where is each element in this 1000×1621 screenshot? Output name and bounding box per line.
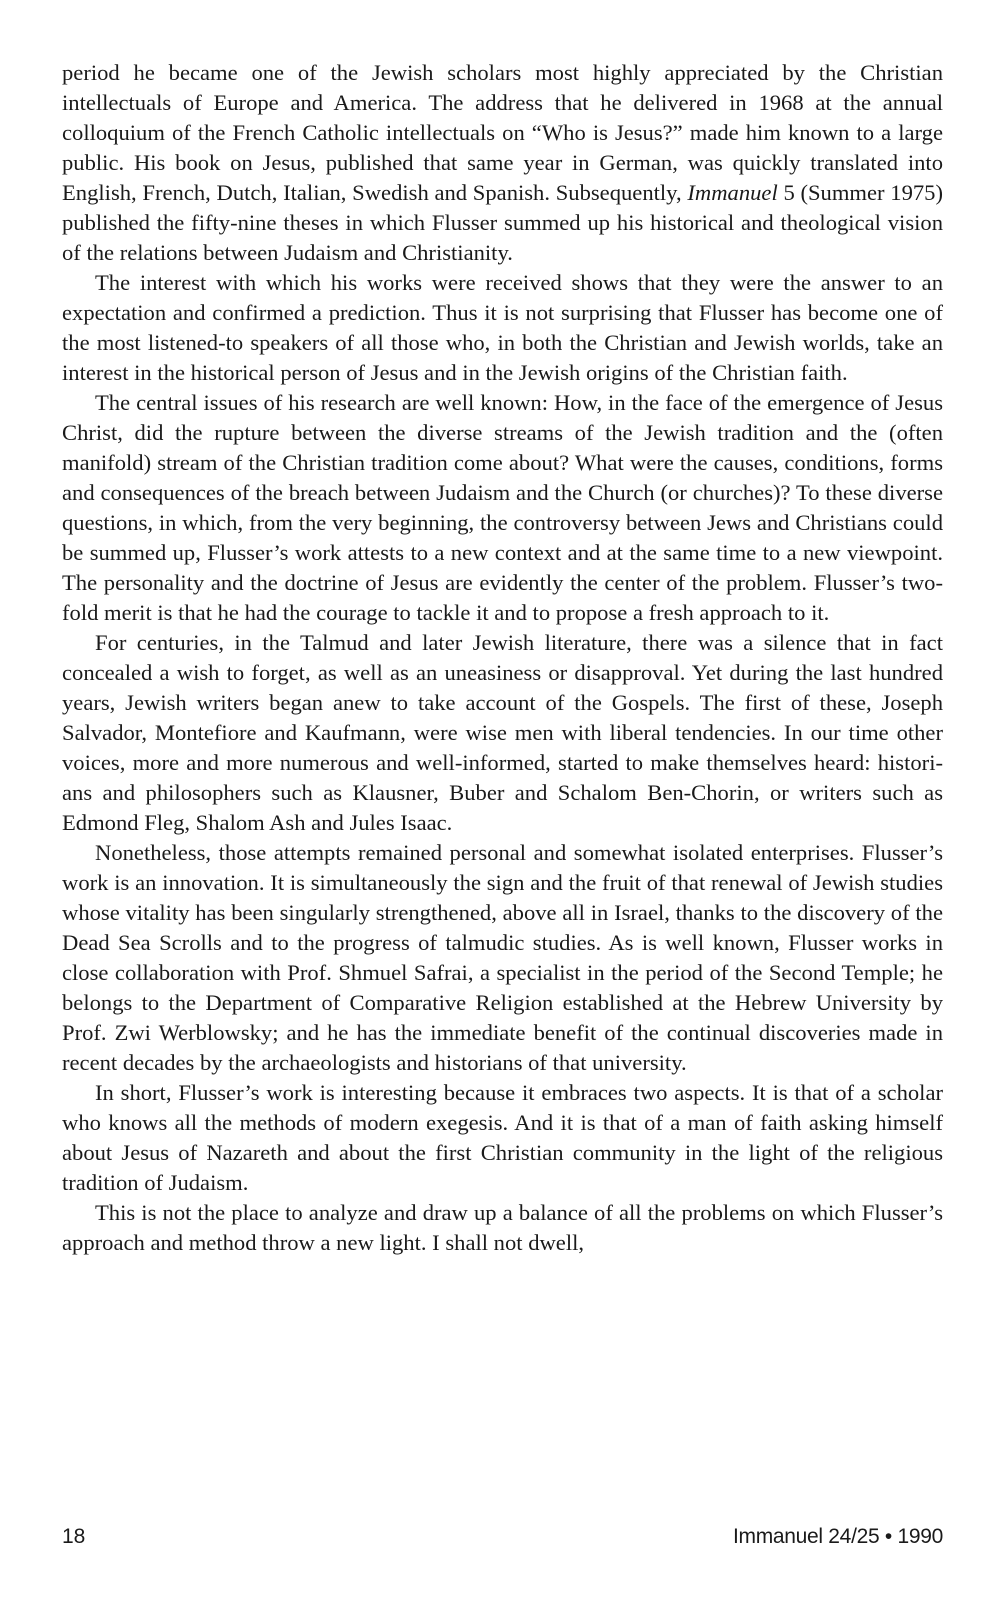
journal-citation: Immanuel 24/25 • 1990 <box>732 1525 943 1548</box>
paragraph-5: Nonetheless, those attempts remained personal and somewhat isolated enterprises. Flusser’s work is an innovation. It is simultaneously the sign and the fruit of that renewal of Jewish studies whose vitality has been singularly strengthened, above all in Israel, thanks to the discovery of the Dead Sea Scrolls and to the progress of talmudic studies. As is well known, Flusser works in close collaboration with Prof. Shmuel Safrai, a specialist in the period of the Second Temple; he belongs to the Department of Comparative Religion established at the Hebrew University by Prof. Zwi Werblowsky; and he has the immediate benefit of the continual discoveries made in recent decades by the archaeologists and historians of that university. <box>62 840 943 1075</box>
paragraph-7: This is not the place to analyze and draw up a balance of all the problems on which Flusser’s approach and method throw a new light. I shall not dwell, <box>62 1200 943 1255</box>
page-footer <box>62 1524 943 1550</box>
paragraph-6: In short, Flusser’s work is interesting because it embraces two aspects. It is that of a scholar who knows all the methods of modern exegesis. And it is that of a man of faith asking himself about Jesus of Nazareth and about the first Christian community in the light of the religious tradition of Judaism. <box>62 1080 943 1195</box>
paragraph-1: period he became one of the Jewish scholars most highly appreciated by the Christian intellectuals of Europe and America. The address that he delivered in 1968 at the annual colloquium of the French Catholic intellectuals on “Who is Jesus?” made him known to a large public. His book on Jesus, published that same year in German, was quickly translated into English, French, Dutch, Italian, Swedish and Spanish. Subsequently, Immanuel 5 (Summer 1975) published the fifty-nine theses in which Flusser summed up his historical and theological vision of the relations between Judaism and Christianity. <box>62 60 943 265</box>
paragraph-2: The interest with which his works were received shows that they were the answer to an expectation and confirmed a prediction. Thus it is not surprising that Flusser has become one of the most listened-to speakers of all those who, in both the Christian and Jewish worlds, take an interest in the historical person of Jesus and in the Jewish origins of the Christian faith. <box>62 270 943 385</box>
paragraph-4: For centuries, in the Talmud and later Jewish literature, there was a silence that in fact concealed a wish to forget, as well as an uneasiness or disapproval. Yet during the last hundred years, Jewish writers began anew to take account of the Gospels. The first of these, Joseph Salvador, Montefiore and Kaufmann, were wise men with liberal tendencies. In our time other voices, more and more numerous and well-informed, started to make themselves heard: historians and philosophers such as Klausner, Buber and Schalom Ben-Chorin, or writers such as Edmond Fleg, Shalom Ash and Jules Isaac. <box>62 630 943 835</box>
page-number: 18 <box>62 1525 86 1548</box>
paragraph-3: The central issues of his research are well known: How, in the face of the emergence of Jesus Christ, did the rupture between the diverse streams of the Jewish tradition and the (often manifold) stream of the Christian tradition come about? What were the causes, conditions, forms and consequences of the breach between Judaism and the Church (or churches)? To these diverse questions, in which, from the very beginning, the controversy between Jews and Christians could be summed up, Flusser’s work attests to a new context and at the same time to a new viewpoint. The personality and the doctrine of Jesus are evidently the center of the problem. Flusser’s two-fold merit is that he had the courage to tackle it and to propose a fresh approach to it. <box>62 390 943 625</box>
body-text <box>62 58 943 1258</box>
journal-title-italic: Immanuel <box>687 180 778 205</box>
